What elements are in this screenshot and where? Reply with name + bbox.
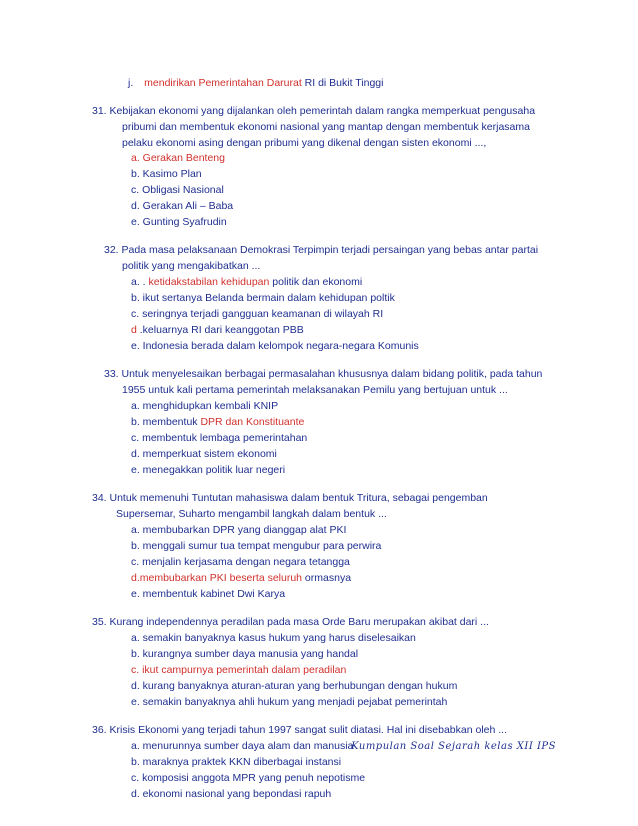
q36-line1: 36. Krisis Ekonomi yang terjadi tahun 1997 sangat sulit diatasi. Hal ini disebabkan oleh ...: [92, 724, 507, 736]
q35-option-c: c. ikut campurnya pemerintah dalam peradilan: [131, 664, 347, 676]
q35-option-e: e. semakin banyaknya ahli hukum yang menjadi pejabat pemerintah: [131, 696, 448, 708]
q32-option-d-rest: .keluarnya RI dari keanggotan PBB: [136, 324, 304, 336]
q36-option-d: d. ekonomi nasional yang bepondasi rapuh: [131, 788, 332, 800]
q33-option-b: [131, 416, 304, 429]
q33-option-b-prefix: b. membentuk: [131, 416, 201, 428]
q34-option-d-rest: ormasnya: [302, 572, 352, 584]
q34-option-b: b. menggali sumur tua tempat mengubur para perwira: [131, 540, 382, 552]
q32-option-b: b. ikut sertanya Belanda bermain dalam kehidupan poltik: [131, 292, 395, 304]
q33-line1: 33. Untuk menyelesaikan berbagai permasalahan khususnya dalam bidang politik, pada tahun: [104, 368, 543, 380]
q35-option-b: b. kurangnya sumber daya manusia yang handal: [131, 648, 359, 660]
q31-option-e: e. Gunting Syafrudin: [131, 216, 227, 228]
q32-option-c: c. seringnya terjadi gangguan keamanan di wilayah RI: [131, 308, 384, 320]
q31-line2: pribumi dan membentuk ekonomi nasional yang mantap dengan membentuk kerjasama: [122, 121, 530, 133]
intro-answer-highlight: mendirikan Pemerintahan Darurat: [144, 77, 302, 89]
q33-option-c: c. membentuk lembaga pemerintahan: [131, 432, 308, 444]
q31-option-c: c. Obligasi Nasional: [131, 184, 224, 196]
q34-option-d-highlight: d.membubarkan PKI beserta seluruh: [131, 572, 303, 584]
q32-option-a: [131, 276, 362, 289]
q33-option-d: d. memperkuat sistem ekonomi: [131, 448, 277, 460]
q31-line3: pelaku ekonomi asing dengan pribumi yang dikenal dengan sisten ekonomi ...,: [122, 137, 487, 149]
q32-option-a-prefix: a. .: [131, 276, 149, 288]
q32-line2: politik yang mengakibatkan ...: [122, 260, 261, 272]
intro-line: [128, 77, 383, 90]
q31-option-a: a. Gerakan Benteng: [131, 152, 225, 164]
q34-option-c: c. menjalin kerjasama dengan negara tetangga: [131, 556, 350, 568]
q32-line1: 32. Pada masa pelaksanaan Demokrasi Terpimpin terjadi persaingan yang bebas antar partai: [104, 244, 539, 256]
q36-option-c: c. komposisi anggota MPR yang penuh nepotisme: [131, 772, 366, 784]
q34-option-d: [131, 572, 351, 585]
q34-line2: Supersemar, Suharto mengambil langkah dalam bentuk ...: [116, 508, 387, 520]
q33-line2: 1955 untuk kali pertama pemerintah melaksanakan Pemilu yang bertujuan untuk ...: [122, 384, 508, 396]
q35-line1: 35. Kurang independennya peradilan pada masa Orde Baru merupakan akibat dari ...: [92, 616, 489, 628]
q32-option-d-letter: d: [131, 324, 137, 336]
q32-option-a-highlight: ketidakstabilan kehidupan: [148, 276, 270, 288]
q32-option-e: e. Indonesia berada dalam kelompok negara-negara Komunis: [131, 340, 419, 352]
q33-option-b-highlight: DPR dan Konstituante: [200, 416, 305, 428]
q33-option-e: e. menegakkan politik luar negeri: [131, 464, 286, 476]
intro-rest: RI di Bukit Tinggi: [301, 77, 384, 89]
q32-option-a-rest: politik dan ekonomi: [269, 276, 363, 288]
q35-option-d: d. kurang banyaknya aturan-aturan yang berhubungan dengan hukum: [131, 680, 458, 692]
q31-option-d: d. Gerakan Ali – Baba: [131, 200, 234, 212]
q31-option-b: b. Kasimo Plan: [131, 168, 202, 180]
q34-line1: 34. Untuk memenuhi Tuntutan mahasiswa dalam bentuk Tritura, sebagai pengemban: [92, 492, 488, 504]
q31-line1: 31. Kebijakan ekonomi yang dijalankan oleh pemerintah dalam rangka memperkuat pengusaha: [92, 105, 536, 117]
page-footer: Kumpulan Soal Sejarah kelas XII IPS: [351, 741, 556, 752]
q32-option-d: [131, 324, 304, 337]
q36-option-b: b. maraknya praktek KKN diberbagai instansi: [131, 756, 342, 768]
q33-option-a: a. menghidupkan kembali KNIP: [131, 400, 279, 412]
q36-option-a: a. menurunnya sumber daya alam dan manusia: [131, 740, 354, 752]
intro-label: j.: [128, 77, 134, 89]
q35-option-a: a. semakin banyaknya kasus hukum yang harus diselesaikan: [131, 632, 416, 644]
q34-option-e: e. membentuk kabinet Dwi Karya: [131, 588, 286, 600]
q34-option-a: a. membubarkan DPR yang dianggap alat PKI: [131, 524, 347, 536]
